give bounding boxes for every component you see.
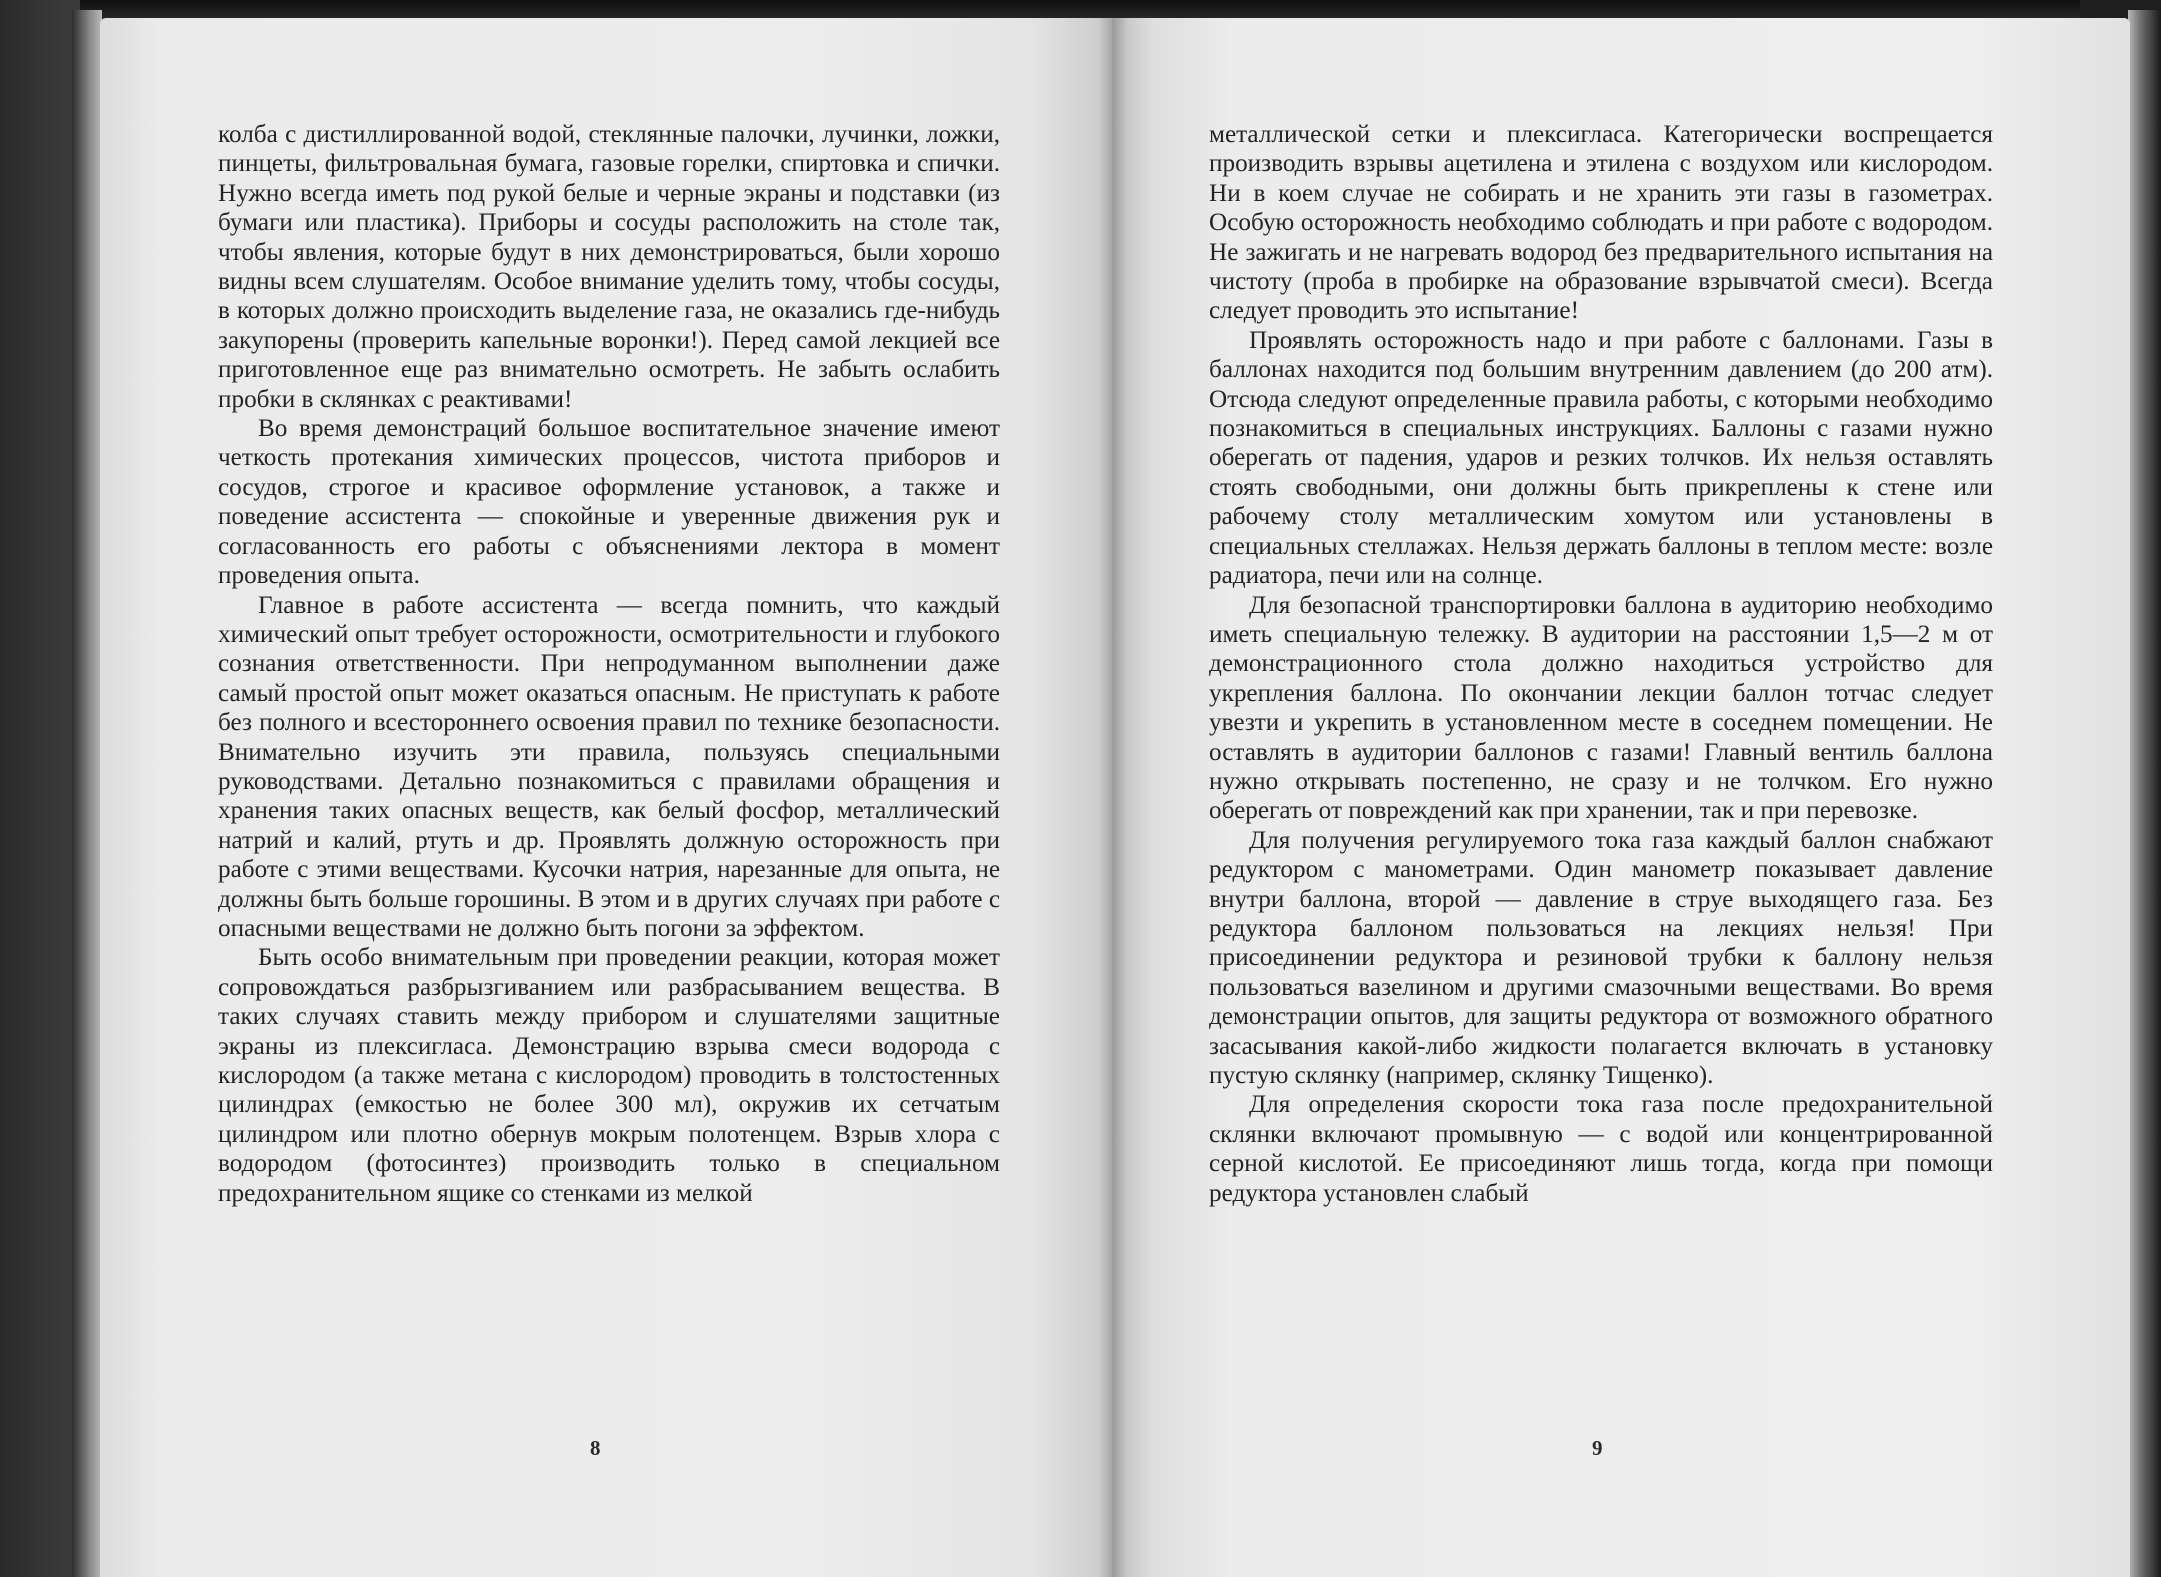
page-number: 9 [1592, 1436, 1603, 1460]
paragraph: Главное в работе ассистента — всегда помнить, что каждый химический опыт требует осторожности, осмотрительности и глубокого сознания ответственности. При непродуманном выполнении даже самый простой опыт может оказаться опасным. Не приступать к работе без полного и всестороннего освоения правил по технике безопасности. Внимательно изучить эти правила, пользуясь специальными руководствами. Детально познакомиться с правилами обращения и хранения таких опасных веществ, как белый фосфор, металлический натрий и калий, ртуть и др. Проявлять должную осторожность при работе с этими веществами. Кусочки натрия, нарезанные для опыта, не должны быть больше горошины. В этом и в других случаях при работе с опасными веществами не должно быть погони за эффектом. [218, 591, 1000, 942]
right-page-text [1209, 120, 1993, 1208]
right-page [1112, 18, 2130, 1577]
paragraph: колба с дистиллированной водой, стеклянные палочки, лучинки, ложки, пинцеты, фильтровальная бумага, газовые горелки, спиртовка и спички. Нужно всегда иметь под рукой белые и черные экраны и подставки (из бумаги или пластика). Приборы и сосуды расположить на столе так, чтобы явления, которые будут в них демонстрироваться, были хорошо видны всем слушателям. Особое внимание уделить тому, чтобы сосуды, в которых должно происходить выделение газа, не оказались где-нибудь закупорены (проверить капельные воронки!). Перед самой лекцией все приготовленное еще раз внимательно осмотреть. Не забыть ослабить пробки в склянках с реактивами! [218, 121, 1000, 413]
left-page-text [218, 120, 1000, 1208]
book-left-edge [72, 10, 102, 1577]
page-number: 8 [590, 1436, 601, 1460]
book-spine-shadow [1098, 18, 1128, 1577]
paragraph: Для определения скорости тока газа после предохранительной склянки включают промывную — с водой или концентрированной серной кислотой. Ее присоединяют лишь тогда, когда при помощи редуктора установлен слабый [1209, 1091, 1993, 1207]
paragraph: Во время демонстраций большое воспитательное значение имеют четкость протекания химических процессов, чистота приборов и сосудов, строгое и красивое оформление установок, а также и поведение ассистента — спокойные и уверенные движения рук и согласованность его работы с объяснениями лектора в момент проведения опыта. [218, 415, 1000, 590]
book-right-edge [2128, 10, 2161, 1577]
left-page [100, 18, 1112, 1577]
paragraph: металлической сетки и плексигласа. Категорически воспрещается производить взрывы ацетилена и этилена с воздухом или кислородом. Ни в коем случае не собирать и не хранить эти газы в газометрах. Особую осторожность необходимо соблюдать и при работе с водородом. Не зажигать и не нагревать водород без предварительного испытания на чистоту (проба в пробирке на образование взрывчатой смеси). Всегда следует проводить это испытание! [1209, 121, 1993, 325]
paragraph: Для безопасной транспортировки баллона в аудиторию необходимо иметь специальную тележку. В аудитории на расстоянии 1,5—2 м от демонстрационного стола должно находиться устройство для укрепления баллона. По окончании лекции баллон тотчас следует увезти и укрепить в установленном месте в соседнем помещении. Не оставлять в аудитории баллонов с газами! Главный вентиль баллона нужно открывать постепенно, не сразу и не толчком. Его нужно оберегать от повреждений как при хранении, так и при перевозке. [1209, 591, 1993, 825]
paragraph: Быть особо внимательным при проведении реакции, которая может сопровождаться разбрызгиванием или разбрасыванием вещества. В таких случаях ставить между прибором и слушателями защитные экраны из плексигласа. Демонстрацию взрыва смеси водорода с кислородом (а также метана с кислородом) проводить в толстостенных цилиндрах (емкостью не более 300 мл), окружив их сетчатым цилиндром или плотно обернув мокрым полотенцем. Взрыв хлора с водородом (фотосинтез) производить только в специальном предохранительном ящике со стенками из мелкой [218, 944, 1000, 1207]
paragraph: Проявлять осторожность надо и при работе с баллонами. Газы в баллонах находится под большим внутренним давлением (до 200 атм). Отсюда следуют определенные правила работы, с которыми необходимо познакомиться в специальных инструкциях. Баллоны с газами нужно оберегать от падения, ударов и резких толчков. Их нельзя оставлять стоять свободными, они должны быть прикреплены к стене или рабочему столу металлическим хомутом или установлены в специальных стеллажах. Нельзя держать баллоны в теплом месте: возле радиатора, печи или на солнце. [1209, 326, 1993, 590]
paragraph: Для получения регулируемого тока газа каждый баллон снабжают редуктором с манометрами. Один манометр показывает давление внутри баллона, второй — давление в струе выходящего газа. Без редуктора баллоном пользоваться на лекциях нельзя! При присоединении редуктора и резиновой трубки к баллону нельзя пользоваться вазелином и другими смазочными веществами. Во время демонстрации опытов, для защиты редуктора от возможного обратного засасывания какой-либо жидкости полагается включать в установку пустую склянку (например, склянку Тищенко). [1209, 826, 1993, 1089]
